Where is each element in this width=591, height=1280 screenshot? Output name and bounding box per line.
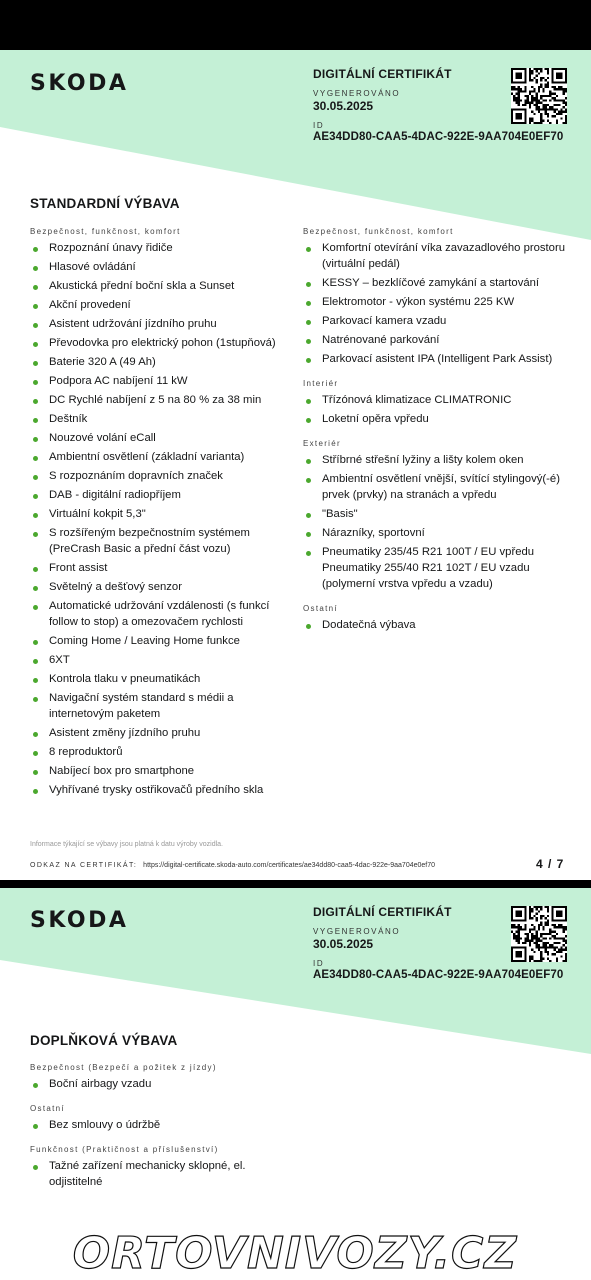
equipment-item: Pneumatiky 235/45 R21 100T / EU vpředu Pneumatiky 255/40 R21 102T / EU vzadu (polymerní vrstva vpředu a vzadu) <box>303 544 565 592</box>
equipment-item: Navigační systém standard s médii a internetovým paketem <box>30 690 288 722</box>
equipment-item: Nabíjecí box pro smartphone <box>30 763 288 779</box>
page-number: 4 / 7 <box>536 857 565 871</box>
equipment-list-left <box>30 240 288 798</box>
certificate-link-row <box>30 862 435 869</box>
equipment-item: Vyhřívané trysky ostřikovačů předního skla <box>30 782 288 798</box>
certificate-title: DIGITÁLNÍ CERTIFIKÁT <box>313 67 452 81</box>
equipment-item: Ambientní osvětlení (základní varianta) <box>30 449 288 465</box>
qr-code-icon <box>511 68 567 124</box>
certificate-id: AE34DD80-CAA5-4DAC-922E-9AA704E0EF70 <box>313 131 564 143</box>
equipment-list <box>30 1158 292 1190</box>
left-column <box>30 227 288 801</box>
category-label: Ostatní <box>30 1104 65 1113</box>
equipment-item: Asistent změny jízdního pruhu <box>30 725 288 741</box>
equipment-item: Tažné zařízení mechanicky sklopné, el. odjistitelné <box>30 1158 292 1190</box>
equipment-item: KESSY – bezklíčové zamykání a startování <box>303 275 565 291</box>
right-column <box>303 227 565 636</box>
watermark-logo <box>0 1228 591 1280</box>
equipment-item: 8 reproduktorů <box>30 744 288 760</box>
equipment-footnote: Informace týkající se výbavy jsou platná k datu výroby vozidla. <box>30 841 223 848</box>
equipment-item: Automatické udržování vzdálenosti (s funkcí follow to stop) a omezovačem rychlosti <box>30 598 288 630</box>
equipment-item: DC Rychlé nabíjení z 5 na 80 % za 38 min <box>30 392 288 408</box>
equipment-item: 6XT <box>30 652 288 668</box>
equipment-item: Bez smlouvy o údržbě <box>30 1117 292 1133</box>
equipment-item: Komfortní otevírání víka zavazadlového prostoru (virtuální pedál) <box>303 240 565 272</box>
equipment-item: Stříbrné střešní lyžiny a lišty kolem oken <box>303 452 565 468</box>
equipment-item: Světelný a dešťový senzor <box>30 579 288 595</box>
page-separator <box>0 880 591 888</box>
category-label: Exteriér <box>303 439 341 448</box>
certificate-link[interactable]: https://digital-certificate.skoda-auto.com/certificates/ae34dd80-caa5-4dac-922e-9aa704e0ef70 <box>143 862 436 869</box>
category-label: Interiér <box>303 379 339 388</box>
certificate-page-5 <box>0 888 591 1228</box>
equipment-item: Elektromotor - výkon systému 225 KW <box>303 294 565 310</box>
equipment-item: Loketní opěra vpředu <box>303 411 565 427</box>
certificate-link-label: ODKAZ NA CERTIFIKÁT: <box>30 862 138 869</box>
svg-text:ORTOVNIVOZY.CZ: ORTOVNIVOZY.CZ <box>72 1228 518 1279</box>
equipment-item: Akustická přední boční skla a Sunset <box>30 278 288 294</box>
equipment-item: Převodovka pro elektrický pohon (1stupňová) <box>30 335 288 351</box>
id-label: ID <box>313 121 325 130</box>
category-label: Ostatní <box>303 604 338 613</box>
equipment-item: Boční airbagy vzadu <box>30 1076 292 1092</box>
equipment-item: Coming Home / Leaving Home funkce <box>30 633 288 649</box>
equipment-item: DAB - digitální radiopříjem <box>30 487 288 503</box>
id-label: ID <box>313 959 325 968</box>
optional-equipment-column <box>30 1063 292 1193</box>
equipment-list <box>303 452 565 592</box>
skoda-logo: SKODA <box>30 908 129 933</box>
equipment-list <box>303 240 565 367</box>
equipment-item: Parkovací kamera vzadu <box>303 313 565 329</box>
generated-label: VYGENEROVÁNO <box>313 927 401 936</box>
generated-date: 30.05.2025 <box>313 99 374 113</box>
equipment-item: Akční provedení <box>30 297 288 313</box>
category-label: Bezpečnost (Bezpečí a požitek z jízdy) <box>30 1063 217 1072</box>
equipment-item: S rozšířeným bezpečnostním systémem (PreCrash Basic a přední část vozu) <box>30 525 288 557</box>
equipment-item: Ambientní osvětlení vnější, svítící stylingový(-é) prvek (prvky) na stranách a vpředu <box>303 471 565 503</box>
section-title-optional-equipment: DOPLŇKOVÁ VÝBAVA <box>30 1033 178 1048</box>
equipment-item: "Basis" <box>303 506 565 522</box>
equipment-item: Front assist <box>30 560 288 576</box>
section-title-standard-equipment: STANDARDNÍ VÝBAVA <box>30 196 180 211</box>
certificate-title: DIGITÁLNÍ CERTIFIKÁT <box>313 905 452 919</box>
top-black-bar <box>0 0 591 50</box>
equipment-item: S rozpoznáním dopravních značek <box>30 468 288 484</box>
equipment-item: Deštník <box>30 411 288 427</box>
equipment-item: Podpora AC nabíjení 11 kW <box>30 373 288 389</box>
equipment-item: Nouzové volání eCall <box>30 430 288 446</box>
equipment-item: Třízónová klimatizace CLIMATRONIC <box>303 392 565 408</box>
generated-date: 30.05.2025 <box>313 937 374 951</box>
equipment-list <box>30 1076 292 1092</box>
equipment-item: Hlasové ovládání <box>30 259 288 275</box>
equipment-list <box>30 1117 292 1133</box>
category-label: Bezpečnost, funkčnost, komfort <box>303 227 454 236</box>
equipment-item: Virtuální kokpit 5,3" <box>30 506 288 522</box>
equipment-list <box>303 617 565 633</box>
equipment-item: Baterie 320 A (49 Ah) <box>30 354 288 370</box>
certificate-id: AE34DD80-CAA5-4DAC-922E-9AA704E0EF70 <box>313 969 564 981</box>
equipment-item: Parkovací asistent IPA (Intelligent Park Assist) <box>303 351 565 367</box>
equipment-item: Dodatečná výbava <box>303 617 565 633</box>
certificate-page-4 <box>0 50 591 880</box>
qr-code-icon <box>511 906 567 962</box>
equipment-item: Asistent udržování jízdního pruhu <box>30 316 288 332</box>
equipment-item: Kontrola tlaku v pneumatikách <box>30 671 288 687</box>
equipment-list <box>303 392 565 427</box>
equipment-item: Natrénované parkování <box>303 332 565 348</box>
skoda-logo: SKODA <box>30 71 129 96</box>
equipment-item: Rozpoznání únavy řidiče <box>30 240 288 256</box>
generated-label: VYGENEROVÁNO <box>313 89 401 98</box>
category-label: Funkčnost (Praktičnost a příslušenství) <box>30 1145 219 1154</box>
category-label: Bezpečnost, funkčnost, komfort <box>30 227 181 236</box>
equipment-item: Nárazníky, sportovní <box>303 525 565 541</box>
